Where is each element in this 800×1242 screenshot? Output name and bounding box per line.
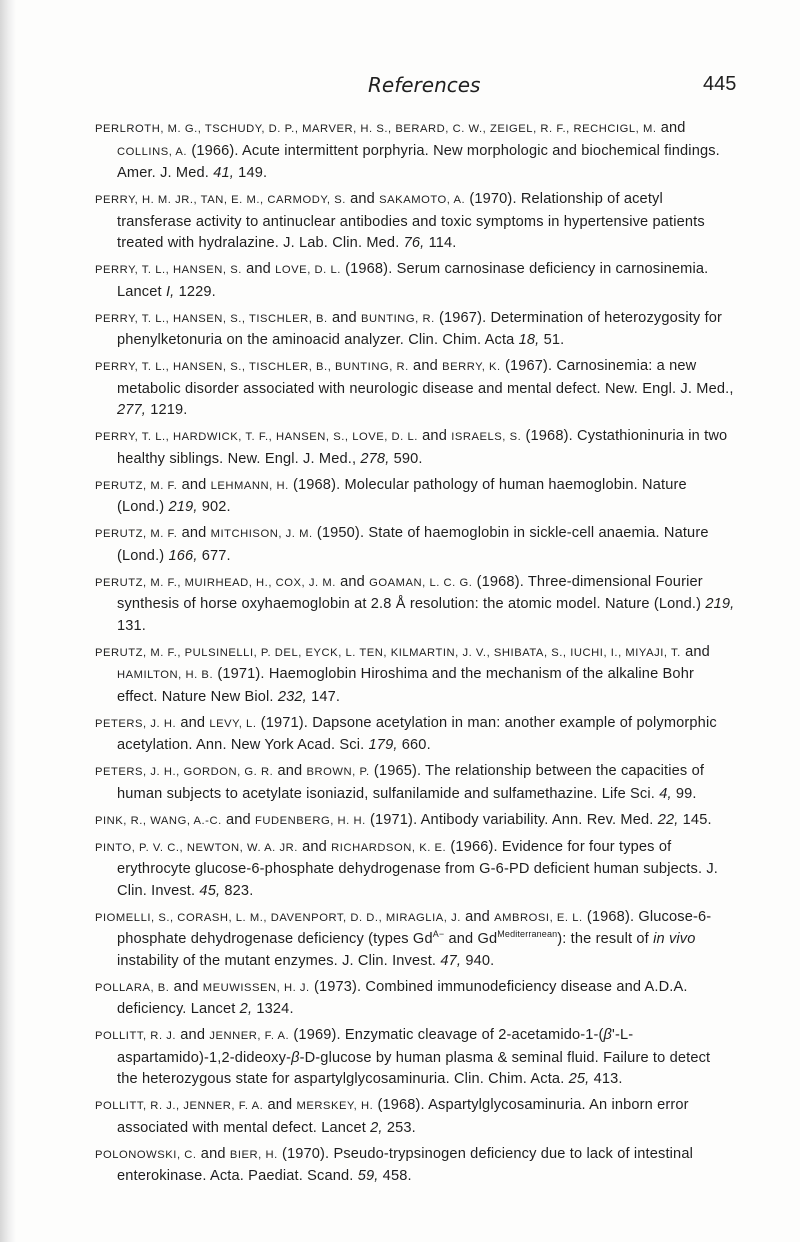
reference-last-author: FUDENBERG, H. H. <box>255 814 366 827</box>
reference-greek-beta: β <box>291 1049 300 1066</box>
reference-pages: 253. <box>386 1119 416 1136</box>
reference-entry <box>95 426 735 470</box>
reference-text: -D-glucose by human plasma & seminal fluid. Failure to detect the heterozygous state for aspartylglycosaminuria. Clin. Chim. Acta. <box>117 1049 711 1087</box>
reference-text: (1968). Aspartylglycosaminuria. An inborn error associated with mental defect. Lancet <box>117 1097 689 1136</box>
reference-last-author: ISRAELS, S. <box>451 431 522 443</box>
reference-volume: 41, <box>213 165 234 181</box>
reference-conjunction: and <box>173 978 199 995</box>
reference-pages: 677. <box>201 547 231 564</box>
reference-volume: 2, <box>239 1001 253 1017</box>
reference-text: (1965). The relationship between the capacities of human subjects to acetylate isoniazid, sulfanilamide and sulfamethazine. Life Sci. <box>117 763 705 802</box>
reference-volume: 179, <box>368 737 398 753</box>
reference-pages: 823. <box>224 882 254 899</box>
reference-pages: 1229. <box>178 283 216 300</box>
reference-conjunction: and <box>660 120 686 136</box>
reference-entry <box>95 761 735 805</box>
reference-volume: 18, <box>518 332 540 348</box>
reference-entry <box>95 259 735 303</box>
reference-authors: POLLITT, R. J., JENNER, F. A. <box>95 1100 264 1112</box>
reference-italic-term: in vivo <box>653 931 696 947</box>
reference-volume: 59, <box>357 1168 379 1184</box>
reference-authors: PERUTZ, M. F., MUIRHEAD, H., COX, J. M. <box>95 576 336 589</box>
page-number: 445 <box>703 73 737 95</box>
reference-entry <box>95 523 735 567</box>
reference-entry <box>95 1095 735 1139</box>
reference-text: '-L-aspartamido)-1,2-dideoxy- <box>117 1027 634 1066</box>
reference-last-author: RICHARDSON, K. E. <box>331 841 447 854</box>
reference-greek-beta: β <box>603 1027 613 1043</box>
reference-last-author: BUNTING, R. <box>360 312 435 325</box>
reference-last-author: HAMILTON, H. B. <box>117 669 214 681</box>
reference-volume: 45, <box>199 882 221 899</box>
reference-text: (1971). Dapsone acetylation in man: another example of polymorphic acetylation. Ann. New York Acad. Sci. <box>117 714 717 753</box>
reference-last-author: BERRY, K. <box>442 361 501 373</box>
reference-text: (1967). Carnosinemia: a new metabolic disorder associated with neurologic disease and mental defect. New. Engl. J. Med., <box>117 358 734 397</box>
reference-entry <box>95 475 735 519</box>
reference-text: (1970). Pseudo-trypsinogen deficiency due to lack of intestinal enterokinase. Acta. Paediat. Scand. <box>117 1145 693 1184</box>
running-head <box>0 73 800 103</box>
reference-authors: PINTO, P. V. C., NEWTON, W. A. JR. <box>95 841 298 854</box>
reference-pages: 147. <box>311 688 341 705</box>
reference-pages: 413. <box>593 1071 623 1087</box>
reference-authors: PERRY, T. L., HANSEN, S., TISCHLER, B. <box>95 312 328 325</box>
reference-conjunction: and <box>180 1027 206 1043</box>
reference-pages: 458. <box>382 1168 412 1184</box>
reference-entry <box>95 1025 735 1091</box>
reference-text: (1967). Determination of heterozygosity for phenylketonuria on the aminoacid analyzer. Clin. Chim. Acta <box>117 309 723 348</box>
reference-entry <box>95 977 735 1021</box>
reference-last-author: LOVE, D. L. <box>275 264 341 276</box>
reference-authors: PETERS, J. H., GORDON, G. R. <box>95 766 274 778</box>
reference-conjunction: and <box>340 573 365 590</box>
reference-text: and Gd <box>448 931 498 947</box>
reference-volume: 277, <box>117 402 147 418</box>
reference-text: (1968). Serum carnosinase deficiency in carnosinemia. Lancet <box>117 261 709 300</box>
reference-authors: PIOMELLI, S., CORASH, L. M., DAVENPORT, D. D., MIRAGLIA, J. <box>95 911 461 924</box>
reference-pages: 145. <box>682 811 712 828</box>
reference-volume: 4, <box>659 785 672 802</box>
reference-text: (1968). Glucose-6-phosphate dehydrogenase deficiency (types Gd <box>117 908 712 947</box>
reference-pages: 149. <box>238 165 268 181</box>
reference-entry <box>95 837 735 903</box>
reference-last-author: SAKAMOTO, A. <box>379 194 466 206</box>
reference-pages: 1219. <box>150 402 188 418</box>
reference-entry <box>95 907 735 973</box>
reference-last-author: MEUWISSEN, H. J. <box>202 981 310 994</box>
reference-conjunction: and <box>225 811 251 828</box>
reference-text: (1970). Relationship of acetyl transferase activity to antinuclear antibodies and toxic symptoms in hypertensive patients treated with hydralazine. J. Lab. Clin. Med. <box>117 191 705 251</box>
reference-conjunction: and <box>180 714 206 731</box>
reference-authors: PERUTZ, M. F. <box>95 528 178 540</box>
reference-conjunction: and <box>422 428 447 444</box>
reference-authors: POLONOWSKI, C. <box>95 1148 197 1161</box>
reference-last-author: BROWN, P. <box>306 766 370 778</box>
reference-last-author: COLLINS, A. <box>117 145 188 158</box>
reference-entry <box>95 308 735 352</box>
reference-last-author: MITCHISON, J. M. <box>210 528 313 540</box>
reference-text: (1966). Acute intermittent porphyria. New morphologic and biochemical findings. Amer. J. Med. <box>117 142 720 181</box>
reference-pages: 1324. <box>256 1001 294 1017</box>
reference-entry <box>95 642 735 709</box>
reference-entry <box>95 810 735 833</box>
reference-conjunction: and <box>277 763 303 779</box>
reference-entry <box>95 356 735 422</box>
reference-text: (1968). Molecular pathology of human haemoglobin. Nature (Lond.) <box>117 476 687 515</box>
reference-authors: PERUTZ, M. F. <box>95 479 178 492</box>
reference-pages: 902. <box>201 499 231 515</box>
reference-conjunction: and <box>181 525 207 541</box>
reference-conjunction: and <box>181 476 207 493</box>
reference-entry <box>95 572 735 638</box>
reference-authors: PERRY, T. L., HANSEN, S., TISCHLER, B., BUNTING, R. <box>95 361 409 373</box>
reference-text: (1971). Antibody variability. Ann. Rev. Med. <box>369 811 654 828</box>
running-title: References <box>368 73 481 97</box>
reference-text: instability of the mutant enzymes. J. Clin. Invest. <box>117 952 437 969</box>
reference-conjunction: and <box>302 838 327 855</box>
reference-superscript: Mediterranean <box>497 929 558 939</box>
reference-entry <box>95 1144 735 1188</box>
reference-conjunction: and <box>246 261 271 277</box>
reference-volume: 166, <box>168 547 198 564</box>
reference-pages: 131. <box>117 617 147 634</box>
reference-volume: I, <box>165 283 175 300</box>
reference-pages: 940. <box>465 952 495 969</box>
reference-last-author: BIER, H. <box>229 1148 278 1161</box>
reference-authors: POLLARA, B. <box>95 981 170 994</box>
reference-text: ): the result of <box>557 931 649 947</box>
reference-authors: PERRY, H. M. JR., TAN, E. M., CARMODY, S. <box>95 194 346 206</box>
reference-entry <box>95 713 735 757</box>
reference-conjunction: and <box>350 191 375 207</box>
reference-conjunction: and <box>465 908 490 925</box>
reference-conjunction: and <box>413 358 438 374</box>
reference-authors: PERRY, T. L., HANSEN, S. <box>95 264 242 276</box>
reference-last-author: LEVY, L. <box>209 717 257 730</box>
reference-conjunction: and <box>685 643 710 660</box>
reference-text: (1968). Three-dimensional Fourier synthesis of horse oxyhaemoglobin at 2.8 Å resolution: the atomic model. Nature (Lond.) <box>117 573 703 612</box>
reference-volume: 76, <box>403 235 425 251</box>
reference-entry <box>95 189 735 255</box>
reference-conjunction: and <box>331 309 357 326</box>
reference-volume: 2, <box>370 1119 383 1136</box>
reference-text: (1971). Haemoglobin Hiroshima and the mechanism of the alkaline Bohr effect. Nature New Biol. <box>117 666 694 705</box>
reference-conjunction: and <box>200 1145 226 1162</box>
reference-pages: 590. <box>393 450 423 467</box>
reference-text: (1969). Enzymatic cleavage of 2-acetamido-1-( <box>293 1027 604 1043</box>
reference-volume: 25, <box>568 1071 590 1087</box>
reference-text: (1950). State of haemoglobin in sickle-cell anaemia. Nature (Lond.) <box>117 525 709 564</box>
reference-last-author: LEHMANN, H. <box>210 479 289 492</box>
reference-volume: 219, <box>168 499 198 515</box>
reference-authors: POLLITT, R. J. <box>95 1030 177 1042</box>
reference-text: (1968). Cystathioninuria in two healthy siblings. New. Engl. J. Med., <box>117 428 728 467</box>
reference-pages: 114. <box>428 235 457 251</box>
reference-last-author: AMBROSI, E. L. <box>494 911 583 924</box>
reference-conjunction: and <box>267 1097 293 1113</box>
reference-list <box>95 118 735 1192</box>
reference-text: (1973). Combined immunodeficiency disease and A.D.A. deficiency. Lancet <box>117 978 688 1017</box>
reference-volume: 219, <box>705 596 735 612</box>
reference-pages: 660. <box>401 737 431 753</box>
reference-volume: 47, <box>440 952 462 969</box>
reference-pages: 51. <box>543 332 565 348</box>
reference-authors: PERLROTH, M. G., TSCHUDY, D. P., MARVER, H. S., BERARD, C. W., ZEIGEL, R. F., RECHCIGL, M. <box>95 123 657 135</box>
reference-authors: PERUTZ, M. F., PULSINELLI, P. DEL, EYCK, L. TEN, KILMARTIN, J. V., SHIBATA, S., IUCHI, I., MIYAJI, T. <box>95 646 681 659</box>
reference-last-author: JENNER, F. A. <box>209 1030 290 1042</box>
reference-superscript: A− <box>432 929 445 939</box>
reference-authors: PERRY, T. L., HARDWICK, T. F., HANSEN, S., LOVE, D. L. <box>95 431 418 443</box>
reference-authors: PINK, R., WANG, A.-C. <box>95 814 222 827</box>
reference-entry <box>95 118 735 185</box>
reference-volume: 22, <box>657 811 679 828</box>
reference-text: (1966). Evidence for four types of erythrocyte glucose-6-phosphate dehydrogenase from G-6-PD deficient human subjects. J. Clin. Invest. <box>117 838 719 899</box>
reference-pages: 99. <box>675 785 697 802</box>
reference-volume: 232, <box>277 688 307 705</box>
reference-last-author: MERSKEY, H. <box>296 1100 374 1112</box>
reference-last-author: GOAMAN, L. C. G. <box>369 576 473 589</box>
binding-shadow <box>0 0 16 1242</box>
reference-authors: PETERS, J. H. <box>95 717 177 730</box>
reference-volume: 278, <box>360 450 390 467</box>
